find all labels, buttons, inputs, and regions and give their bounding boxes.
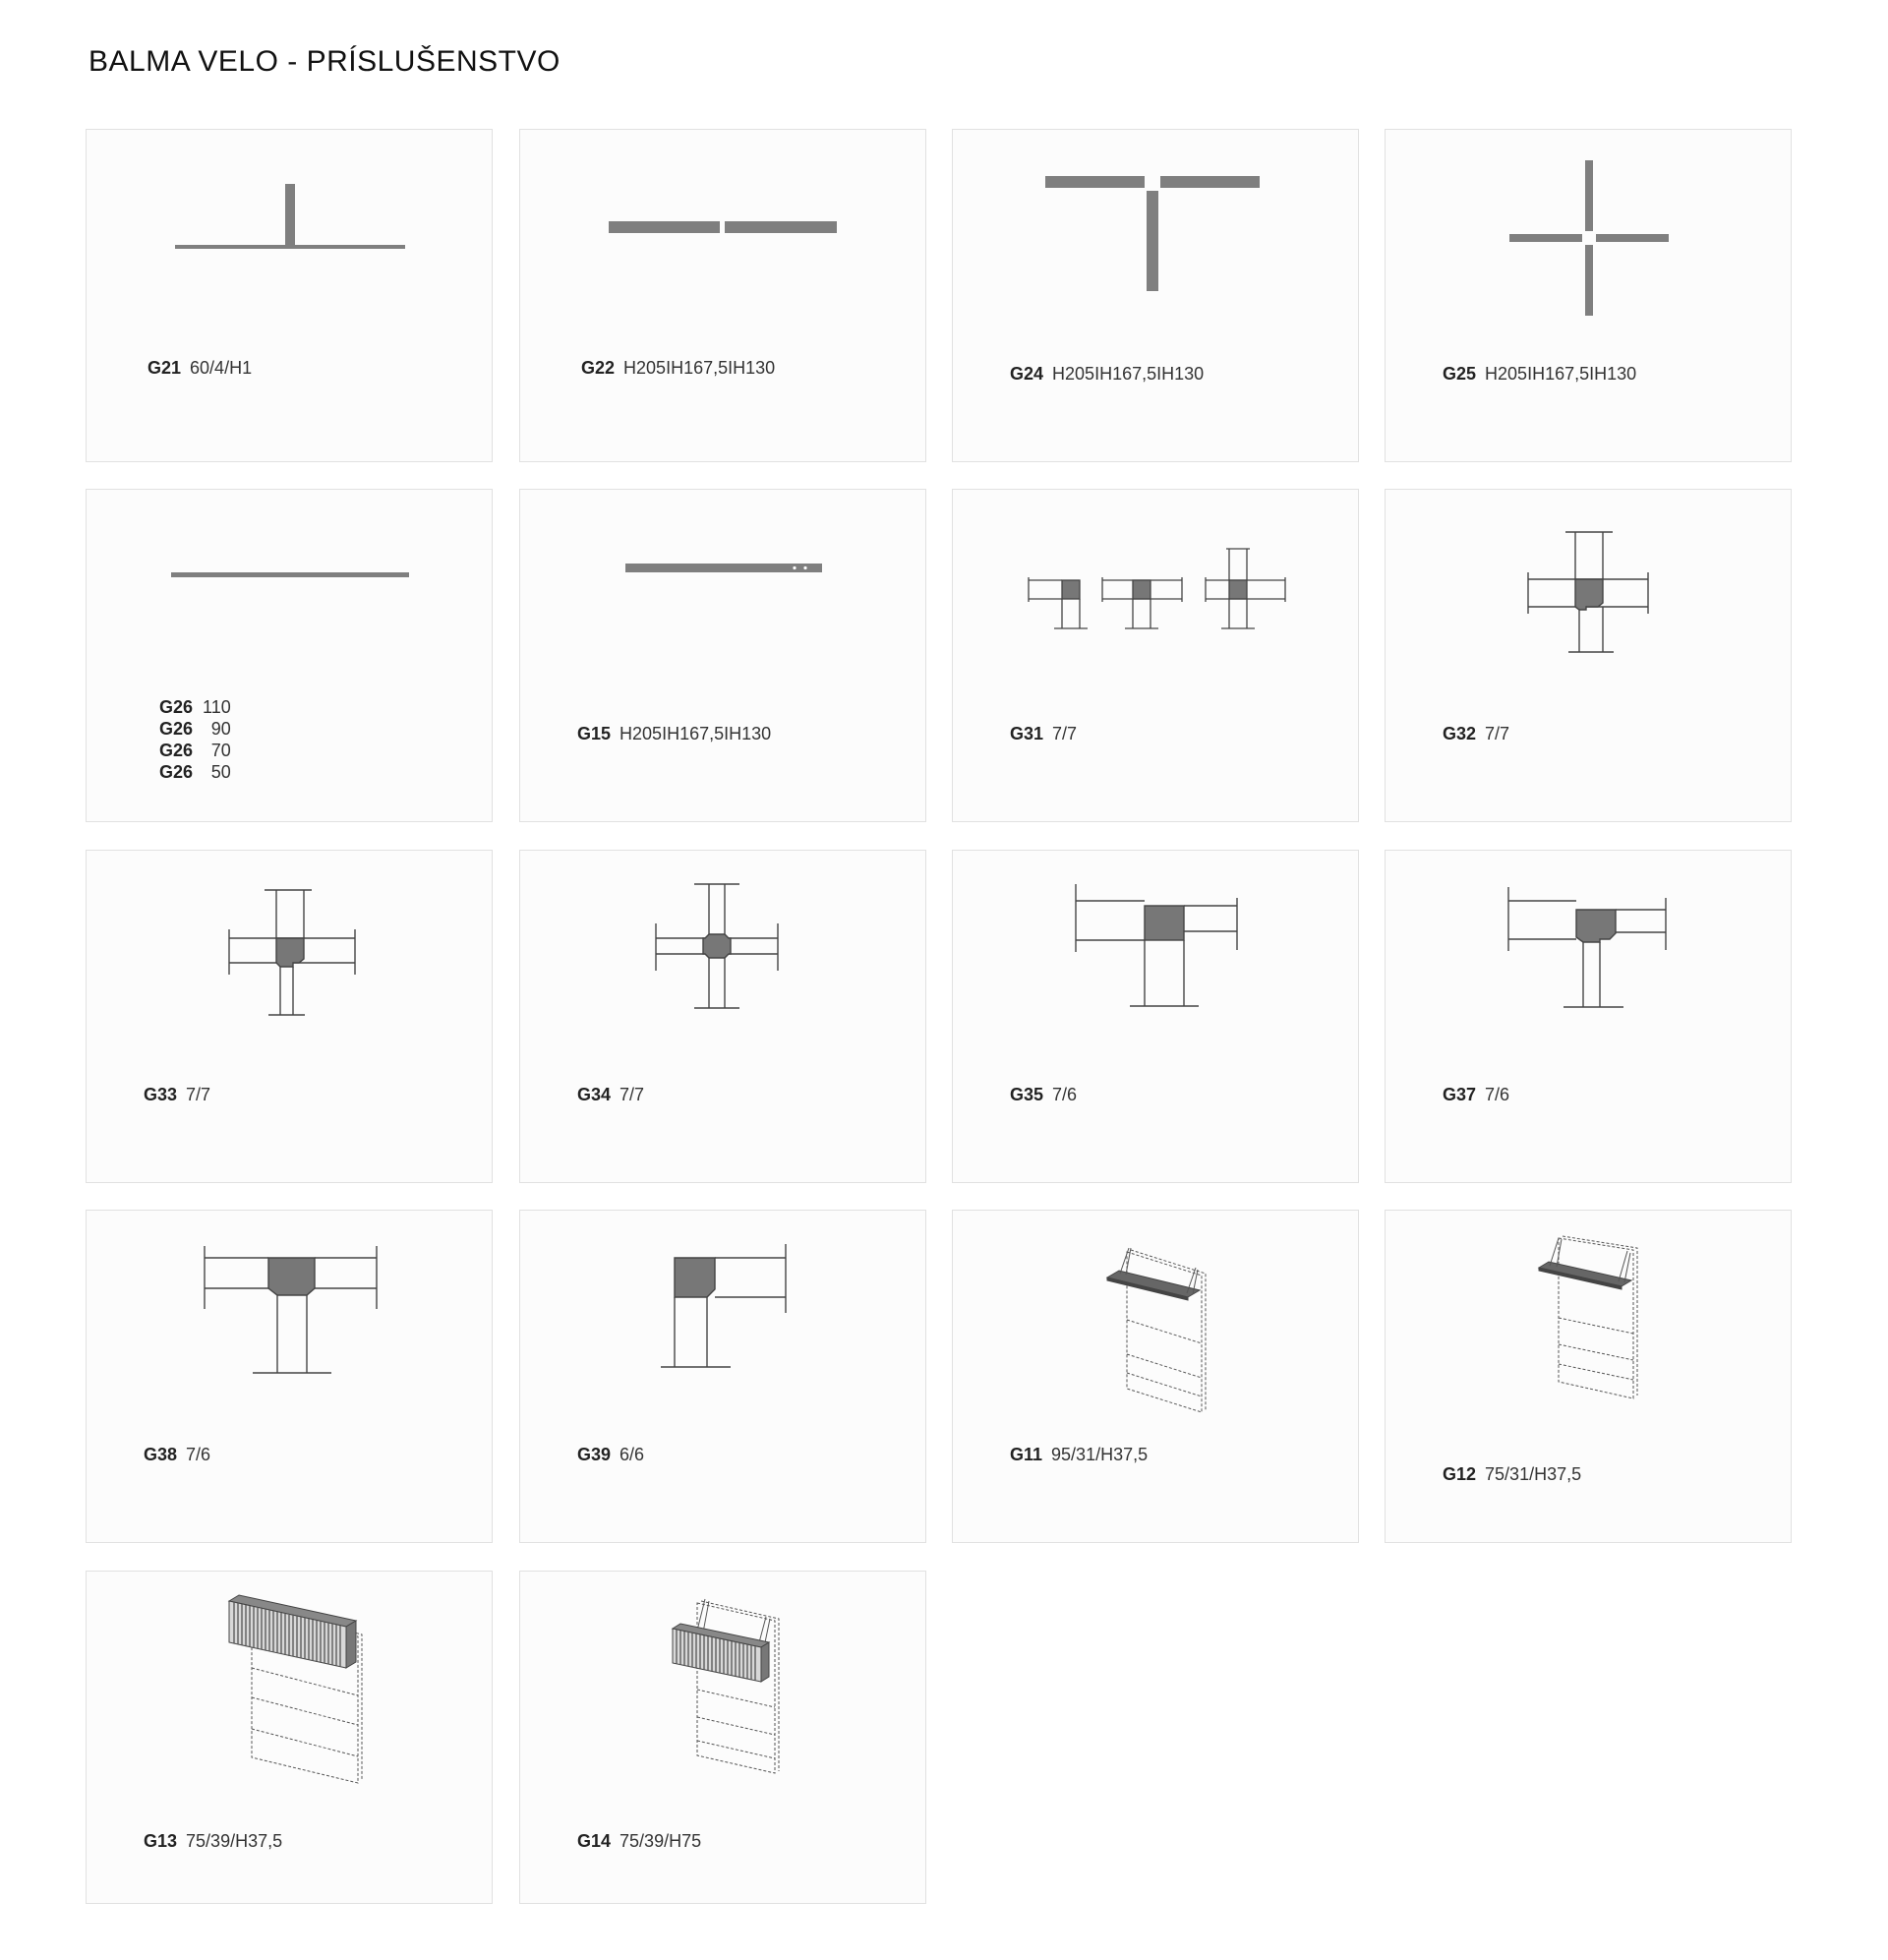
t-connector-large-icon bbox=[87, 1211, 494, 1544]
item-card-g24[interactable] bbox=[952, 129, 1359, 462]
t-joint-icon bbox=[953, 130, 1360, 463]
cross-joint-icon bbox=[1386, 130, 1793, 463]
item-label bbox=[1443, 724, 1509, 744]
straight-joint-icon bbox=[520, 130, 927, 463]
item-label bbox=[577, 1445, 644, 1465]
item-code: G14 bbox=[577, 1831, 612, 1851]
item-label bbox=[1010, 364, 1204, 385]
t-connector-icon bbox=[1386, 851, 1793, 1184]
bar-screws-icon bbox=[520, 490, 927, 823]
item-code: G34 bbox=[577, 1085, 612, 1104]
cross-connector-icon bbox=[87, 851, 494, 1184]
item-card-g26[interactable] bbox=[86, 489, 493, 822]
item-code: G24 bbox=[1010, 364, 1044, 384]
item-code: G33 bbox=[144, 1085, 178, 1104]
item-card-g34[interactable] bbox=[519, 850, 926, 1183]
item-spec: 7/7 bbox=[620, 1085, 645, 1104]
item-code: G39 bbox=[577, 1445, 612, 1464]
item-card-g14[interactable] bbox=[519, 1571, 926, 1904]
item-card-g35[interactable] bbox=[952, 850, 1359, 1183]
item-code: G22 bbox=[581, 358, 616, 378]
item-spec: H205IH167,5IH130 bbox=[623, 358, 776, 378]
item-code: G12 bbox=[1443, 1464, 1477, 1484]
item-spec: 95/31/H37,5 bbox=[1051, 1445, 1149, 1464]
item-spec: 75/39/H37,5 bbox=[186, 1831, 283, 1851]
item-card-g39[interactable] bbox=[519, 1210, 926, 1543]
corner-connector-icon bbox=[520, 1211, 927, 1544]
item-card-g25[interactable] bbox=[1385, 129, 1792, 462]
connectors-icon bbox=[953, 490, 1360, 823]
item-card-g32[interactable] bbox=[1385, 489, 1792, 822]
item-spec: 7/6 bbox=[1052, 1085, 1078, 1104]
item-spec: 7/6 bbox=[186, 1445, 211, 1464]
page-title: BALMA VELO - PRÍSLUŠENSTVO bbox=[88, 45, 560, 78]
item-code: G26 bbox=[159, 741, 194, 760]
item-spec: 7/7 bbox=[1485, 724, 1510, 743]
item-label bbox=[1443, 364, 1636, 385]
item-label bbox=[159, 697, 231, 783]
item-code: G15 bbox=[577, 724, 612, 743]
item-label bbox=[1010, 1445, 1148, 1465]
item-spec: 90 bbox=[210, 719, 231, 739]
item-spec: H205IH167,5IH130 bbox=[620, 724, 772, 743]
item-spec: 75/39/H75 bbox=[620, 1831, 702, 1851]
cross-connector-icon bbox=[1386, 490, 1793, 823]
item-spec: 110 bbox=[203, 697, 231, 717]
hanging-box-icon bbox=[87, 1572, 494, 1905]
item-code: G26 bbox=[159, 762, 194, 782]
item-spec: 6/6 bbox=[620, 1445, 645, 1464]
item-label bbox=[144, 1445, 210, 1465]
item-card-g31[interactable] bbox=[952, 489, 1359, 822]
item-code: G37 bbox=[1443, 1085, 1477, 1104]
item-spec: 7/7 bbox=[186, 1085, 211, 1104]
bar-icon bbox=[87, 490, 494, 823]
item-code: G31 bbox=[1010, 724, 1044, 743]
item-card-g37[interactable] bbox=[1385, 850, 1792, 1183]
hanging-box-icon bbox=[520, 1572, 927, 1905]
item-label bbox=[1010, 1085, 1077, 1105]
t-connector-icon bbox=[953, 851, 1360, 1184]
item-label bbox=[577, 1831, 701, 1852]
item-spec: 75/31/H37,5 bbox=[1485, 1464, 1582, 1484]
item-label bbox=[1010, 724, 1077, 744]
item-card-g38[interactable] bbox=[86, 1210, 493, 1543]
item-code: G25 bbox=[1443, 364, 1477, 384]
item-code: G21 bbox=[148, 358, 182, 378]
item-spec: 60/4/H1 bbox=[190, 358, 253, 378]
item-code: G13 bbox=[144, 1831, 178, 1851]
item-card-g12[interactable] bbox=[1385, 1210, 1792, 1543]
item-spec: H205IH167,5IH130 bbox=[1052, 364, 1205, 384]
item-label bbox=[581, 358, 775, 379]
item-card-g33[interactable] bbox=[86, 850, 493, 1183]
item-card-g13[interactable] bbox=[86, 1571, 493, 1904]
hanging-shelf-icon bbox=[1386, 1211, 1793, 1544]
t-divider-icon bbox=[87, 130, 494, 463]
item-card-g11[interactable] bbox=[952, 1210, 1359, 1543]
item-label bbox=[144, 1085, 210, 1105]
item-label bbox=[1443, 1464, 1581, 1485]
item-card-g22[interactable] bbox=[519, 129, 926, 462]
item-spec: 7/6 bbox=[1485, 1085, 1510, 1104]
item-spec: H205IH167,5IH130 bbox=[1485, 364, 1637, 384]
item-label bbox=[577, 724, 771, 744]
item-spec: 70 bbox=[210, 741, 231, 760]
item-code: G11 bbox=[1010, 1445, 1043, 1464]
cross-connector-rounded-icon bbox=[520, 851, 927, 1184]
item-code: G35 bbox=[1010, 1085, 1044, 1104]
hanging-shelf-icon bbox=[953, 1211, 1360, 1544]
item-code: G38 bbox=[144, 1445, 178, 1464]
item-code: G26 bbox=[159, 719, 194, 739]
item-code: G32 bbox=[1443, 724, 1477, 743]
item-label bbox=[144, 1831, 282, 1852]
item-code: G26 bbox=[159, 697, 194, 717]
item-spec: 7/7 bbox=[1052, 724, 1078, 743]
item-card-g21[interactable] bbox=[86, 129, 493, 462]
item-label bbox=[577, 1085, 644, 1105]
item-card-g15[interactable] bbox=[519, 489, 926, 822]
item-label bbox=[148, 358, 252, 379]
item-label bbox=[1443, 1085, 1509, 1105]
item-spec: 50 bbox=[210, 762, 231, 782]
